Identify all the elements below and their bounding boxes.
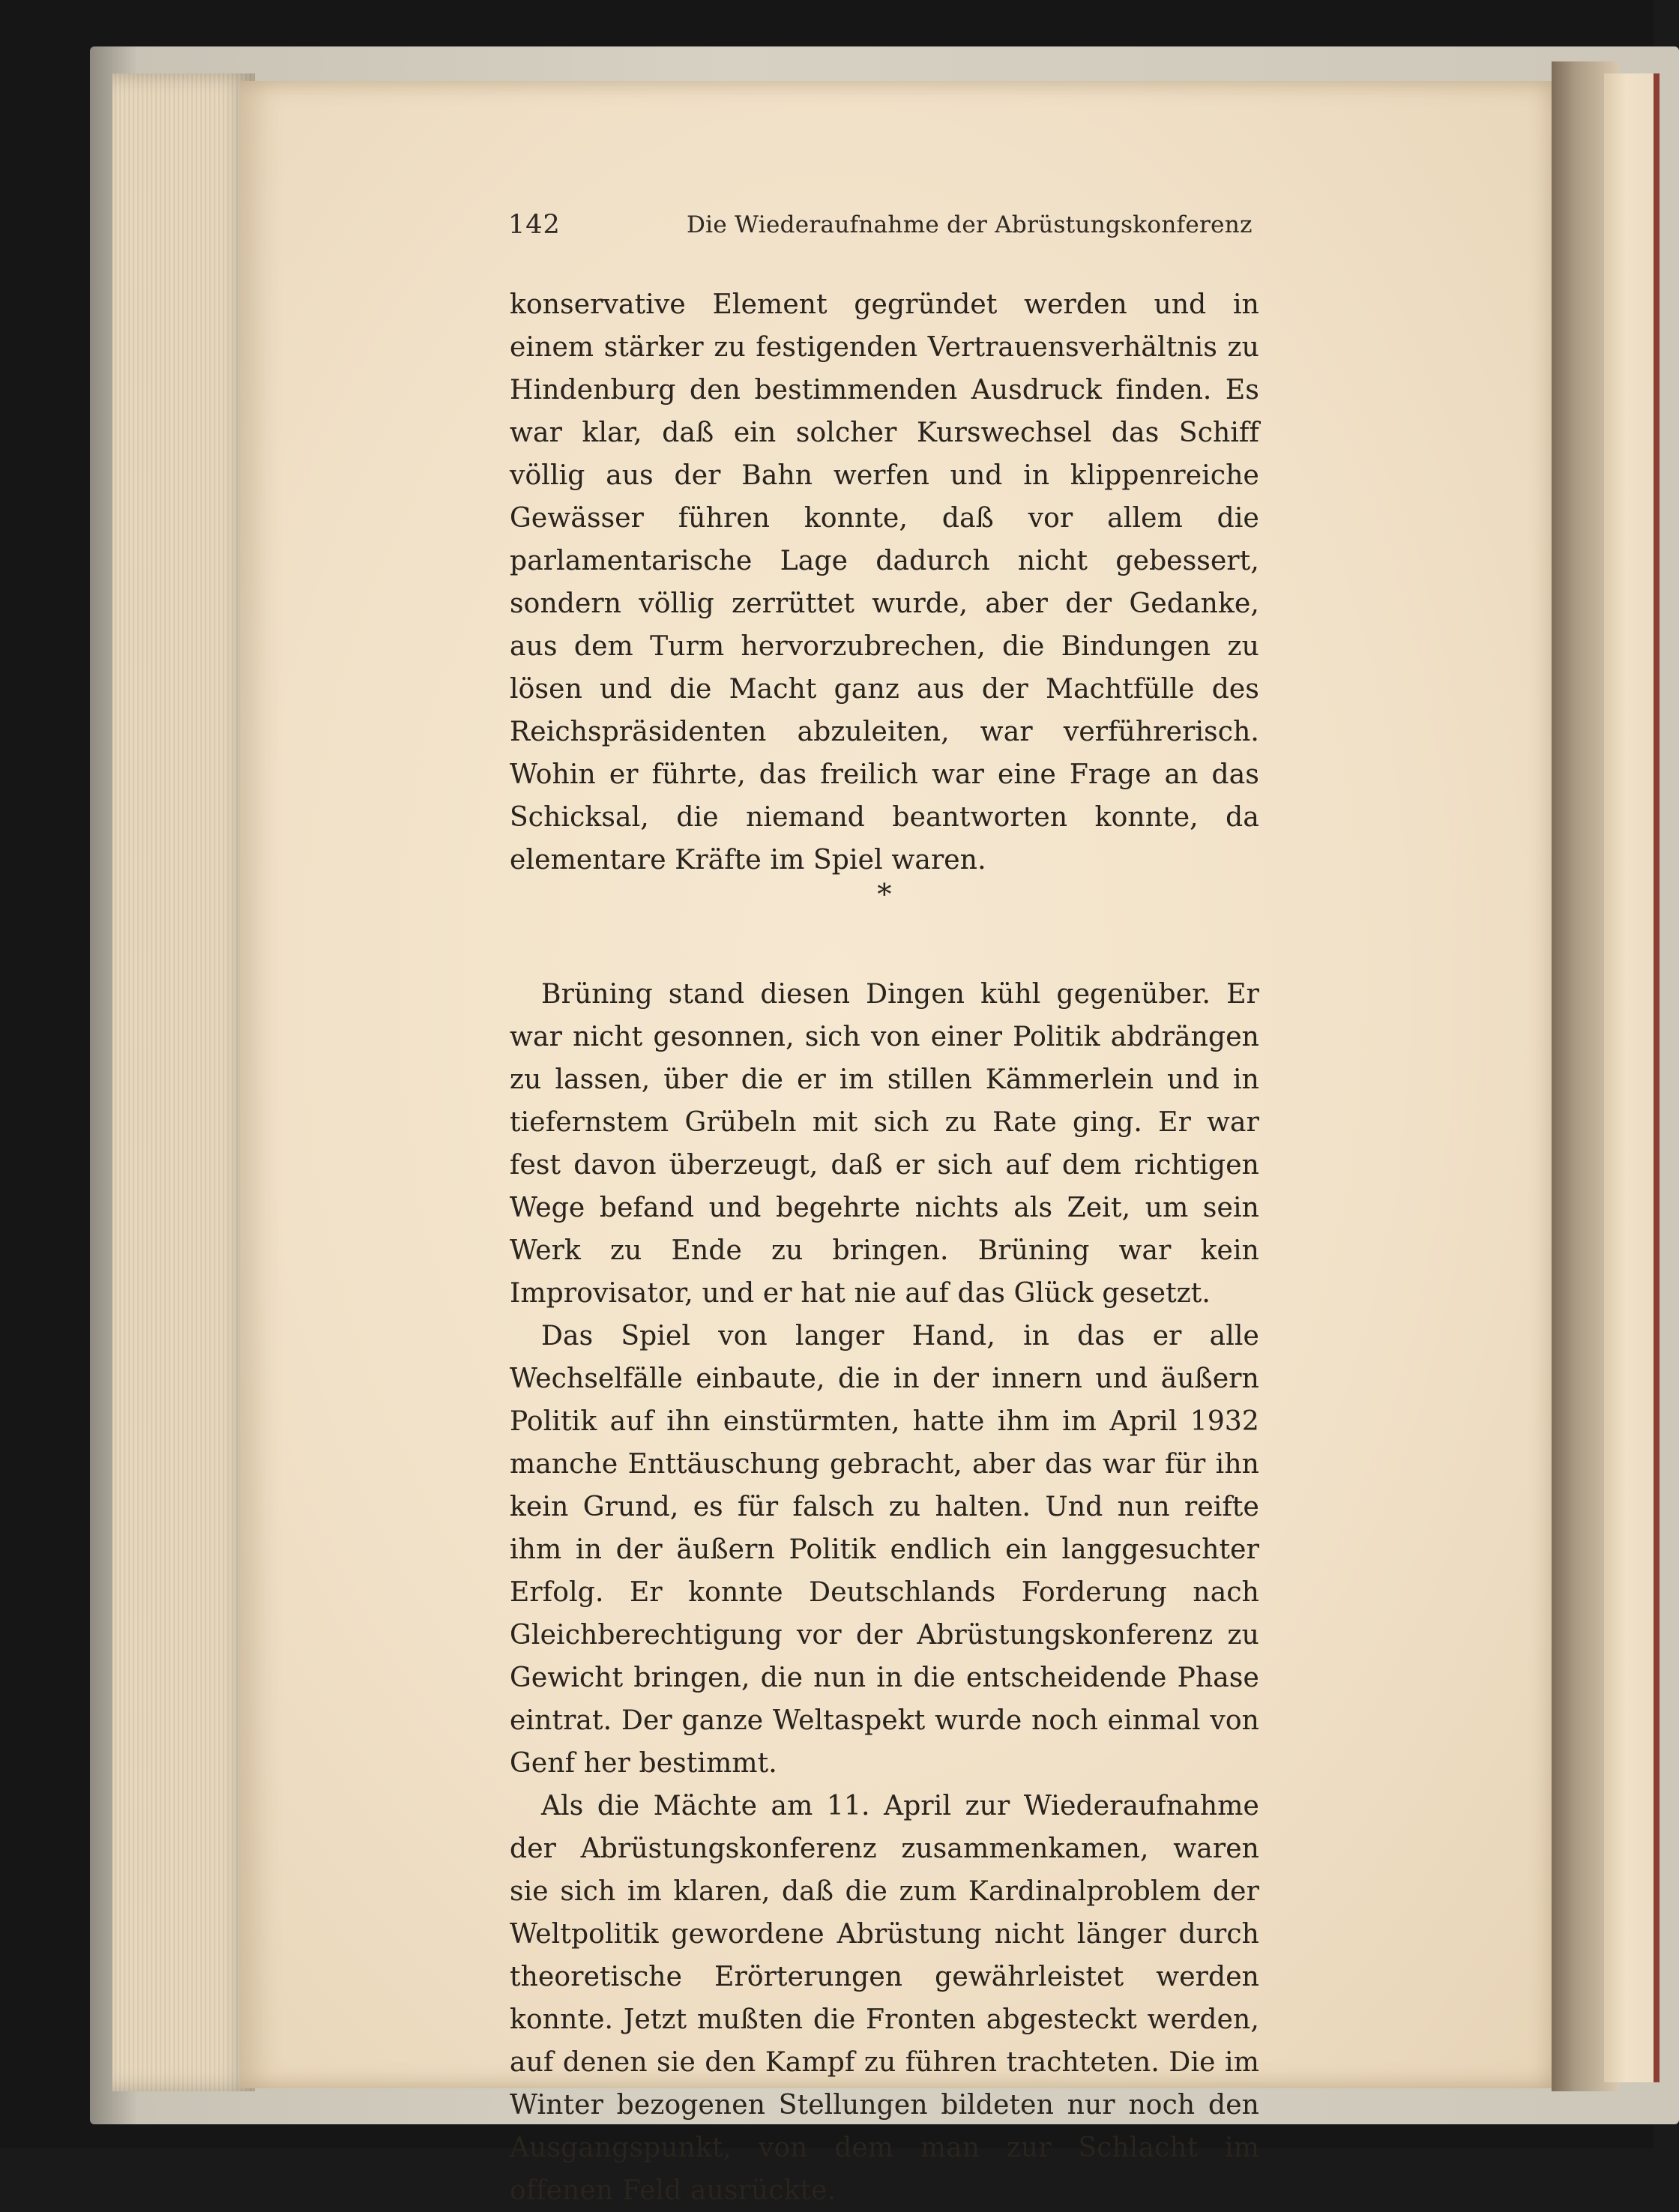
page-edges	[112, 73, 255, 2091]
section-gap	[510, 941, 1259, 973]
next-page-edge	[1604, 73, 1660, 2082]
paragraph-4: Als die Mächte am 11. April zur Wiederaufnahme der Abrüstungskonferenz zusammenkamen, waren sie sich im klaren, daß die zum Kardinalproblem der Weltpolitik gewordene Abrüstung nicht länger durch theoretische Erörterungen gewährleistet werden konnte. Jetzt mußten die Fronten abgesteckt werden, auf denen sie den Kampf zu führen trachteten. Die im Winter bezogenen Stellungen bildeten nur noch den Ausgangspunkt, von dem man zur Schlacht im offenen Feld ausrückte.	[510, 1791, 1259, 2206]
section-asterisk: *	[877, 878, 892, 911]
paragraph-2: Brüning stand diesen Dingen kühl gegenüber. Er war nicht gesonnen, sich von einer Politik abdrängen zu lassen, über die er im stillen Kämmerlein und in tiefernstem Grübeln mit sich zu Rate ging. Er war fest davon überzeugt, daß er sich auf dem richtigen Wege befand und begehrte nichts als Zeit, um sein Werk zu Ende zu bringen. Brüning war kein Improvisator, und er hat nie auf das Glück gesetzt.	[510, 979, 1259, 1309]
paragraph-1: konservative Element gegründet werden und in einem stärker zu festigenden Vertrauensverhältnis zu Hindenburg den bestimmenden Ausdruck finden. Es war klar, daß ein solcher Kurswechsel das Schiff völlig aus der Bahn werfen und in klippenreiche Gewässer führen konnte, daß vor allem die parlamentarische Lage dadurch nicht gebessert, sondern völlig zerrüttet wurde, aber der Gedanke, aus dem Turm hervorzubrechen, die Bindungen zu lösen und die Macht ganz aus der Machtfülle des Reichspräsidenten abzuleiten, war verführerisch. Wohin er führte, das freilich war eine Frage an das Schicksal, die niemand beantworten konnte, da elementare Kräfte im Spiel waren.	[510, 289, 1259, 876]
page-header	[508, 210, 1261, 246]
paragraph-3: Das Spiel von langer Hand, in das er alle Wechselfälle einbaute, die in der innern und äußern Politik auf ihn einstürmten, hatte ihm im April 1932 manche Enttäuschung gebracht, aber das war für ihn kein Grund, es für falsch zu halten. Und nun reifte ihm in der äußern Politik endlich ein langgesuchter Erfolg. Er konnte Deutschlands Forderung nach Gleichberechtigung vor der Abrüstungskonferenz zu Gewicht bringen, die nun in die entscheidende Phase eintrat. Der ganze Weltaspekt wurde noch einmal von Genf her bestimmt.	[510, 1321, 1259, 1779]
page-text	[510, 283, 1259, 2212]
page-number: 142	[508, 210, 561, 240]
running-title: Die Wiederaufnahme der Abrüstungskonferenz	[687, 211, 1253, 238]
